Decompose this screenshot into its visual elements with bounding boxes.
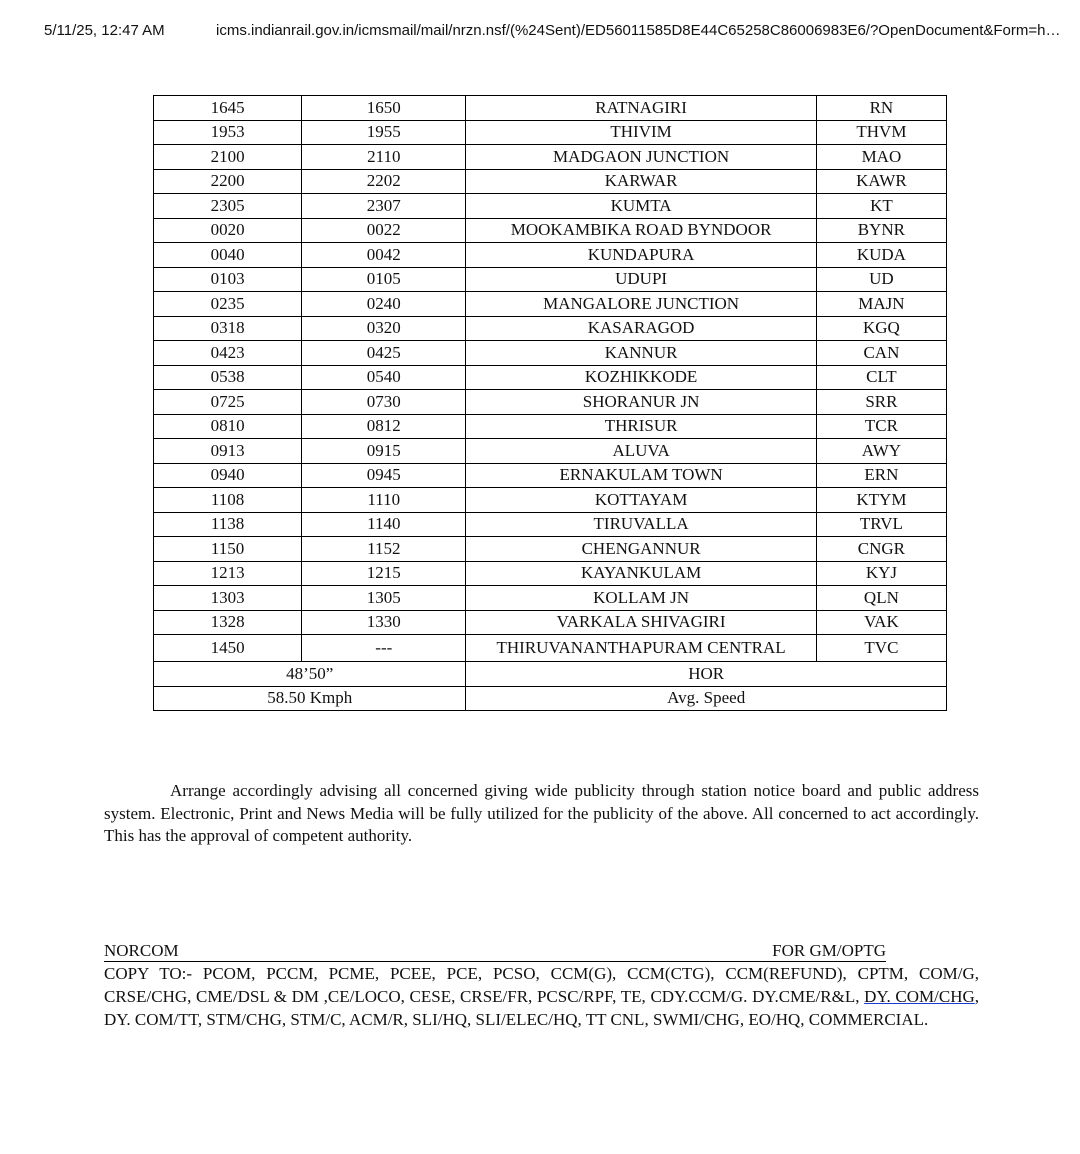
cell-dep: 0812 bbox=[302, 414, 466, 439]
cell-dep: 0730 bbox=[302, 390, 466, 415]
cell-dep: 0320 bbox=[302, 316, 466, 341]
table-row bbox=[154, 316, 947, 341]
cell-code: KTYM bbox=[816, 488, 946, 513]
cell-code: QLN bbox=[816, 586, 946, 611]
cell-arr: 1108 bbox=[154, 488, 302, 513]
cell-station: KAYANKULAM bbox=[466, 561, 816, 586]
cell-code: MAJN bbox=[816, 292, 946, 317]
signature-line bbox=[104, 939, 886, 962]
table-row bbox=[154, 635, 947, 662]
cell-dep: 1650 bbox=[302, 96, 466, 121]
cell-code: ERN bbox=[816, 463, 946, 488]
cell-dep: --- bbox=[302, 635, 466, 662]
cell-dep: 2202 bbox=[302, 169, 466, 194]
summary-value: 58.50 Kmph bbox=[154, 686, 466, 711]
cell-arr: 0538 bbox=[154, 365, 302, 390]
cell-station: RATNAGIRI bbox=[466, 96, 816, 121]
cell-station: MOOKAMBIKA ROAD BYNDOOR bbox=[466, 218, 816, 243]
cell-dep: 1152 bbox=[302, 537, 466, 562]
summary-row bbox=[154, 662, 947, 687]
cell-dep: 1110 bbox=[302, 488, 466, 513]
cell-arr: 1645 bbox=[154, 96, 302, 121]
cell-code: TCR bbox=[816, 414, 946, 439]
cell-arr: 0810 bbox=[154, 414, 302, 439]
summary-value: 48’50” bbox=[154, 662, 466, 687]
table-row bbox=[154, 390, 947, 415]
cell-dep: 1140 bbox=[302, 512, 466, 537]
table-row bbox=[154, 463, 947, 488]
copy-to-text-1: COPY TO:- PCOM, PCCM, PCME, PCEE, PCE, PCSO, CCM(G), CCM(CTG), CCM(REFUND), CPTM, COM/G, CRSE/CHG, CME/DSL & DM ,CE/LOCO, CESE, CRSE/FR, PCSC/RPF, TE, CDY.CCM/G. DY.CME/R&L, bbox=[104, 964, 979, 1006]
cell-arr: 1138 bbox=[154, 512, 302, 537]
table-row bbox=[154, 488, 947, 513]
cell-dep: 0240 bbox=[302, 292, 466, 317]
cell-code: KYJ bbox=[816, 561, 946, 586]
cell-code: KUDA bbox=[816, 243, 946, 268]
table-row bbox=[154, 365, 947, 390]
timetable bbox=[153, 95, 947, 711]
cell-arr: 1213 bbox=[154, 561, 302, 586]
cell-dep: 2307 bbox=[302, 194, 466, 219]
footer bbox=[104, 939, 979, 1031]
cell-code: TRVL bbox=[816, 512, 946, 537]
table-row bbox=[154, 243, 947, 268]
cell-arr: 0020 bbox=[154, 218, 302, 243]
table-row bbox=[154, 414, 947, 439]
cell-arr: 0040 bbox=[154, 243, 302, 268]
cell-code: UD bbox=[816, 267, 946, 292]
sender: NORCOM bbox=[104, 941, 179, 960]
cell-station: KARWAR bbox=[466, 169, 816, 194]
table-row bbox=[154, 610, 947, 635]
table-row bbox=[154, 267, 947, 292]
cell-code: MAO bbox=[816, 145, 946, 170]
cell-station: KANNUR bbox=[466, 341, 816, 366]
summary-row bbox=[154, 686, 947, 711]
cell-code: CAN bbox=[816, 341, 946, 366]
cell-dep: 0425 bbox=[302, 341, 466, 366]
cell-code: BYNR bbox=[816, 218, 946, 243]
cell-arr: 0423 bbox=[154, 341, 302, 366]
cell-code: KGQ bbox=[816, 316, 946, 341]
cell-arr: 1150 bbox=[154, 537, 302, 562]
signatory: FOR GM/OPTG bbox=[772, 941, 886, 960]
body-paragraph: Arrange accordingly advising all concerned giving wide publicity through station notice board and public address system. Electronic, Print and News Media will be fully utilized for the publicity of the above. All concerned to act accordingly. This has the approval of competent authority. bbox=[104, 781, 979, 845]
cell-dep: 0022 bbox=[302, 218, 466, 243]
copy-to-text-2: , DY. COM/TT, STM/CHG, STM/C, ACM/R, SLI/HQ, SLI/ELEC/HQ, TT CNL, SWMI/CHG, EO/HQ, COMMERCIAL. bbox=[104, 987, 979, 1029]
copy-to-list bbox=[104, 962, 979, 1031]
cell-arr: 1303 bbox=[154, 586, 302, 611]
cell-code: SRR bbox=[816, 390, 946, 415]
table-row bbox=[154, 218, 947, 243]
table-row bbox=[154, 439, 947, 464]
table-row bbox=[154, 561, 947, 586]
cell-station: MANGALORE JUNCTION bbox=[466, 292, 816, 317]
cell-code: KT bbox=[816, 194, 946, 219]
cell-station: KUMTA bbox=[466, 194, 816, 219]
cell-dep: 0105 bbox=[302, 267, 466, 292]
cell-station: THIVIM bbox=[466, 120, 816, 145]
cell-code: VAK bbox=[816, 610, 946, 635]
cell-station: KASARAGOD bbox=[466, 316, 816, 341]
cell-station: UDUPI bbox=[466, 267, 816, 292]
cell-code: TVC bbox=[816, 635, 946, 662]
cell-station: TIRUVALLA bbox=[466, 512, 816, 537]
cell-station: THIRUVANANTHAPURAM CENTRAL bbox=[466, 635, 816, 662]
print-date: 5/11/25, 12:47 AM bbox=[44, 22, 165, 39]
cell-arr: 0725 bbox=[154, 390, 302, 415]
cell-dep: 1955 bbox=[302, 120, 466, 145]
timetable-body bbox=[154, 96, 947, 711]
cell-station: THRISUR bbox=[466, 414, 816, 439]
table-row bbox=[154, 120, 947, 145]
table-row bbox=[154, 341, 947, 366]
table-row bbox=[154, 96, 947, 121]
cell-code: KAWR bbox=[816, 169, 946, 194]
cell-code: RN bbox=[816, 96, 946, 121]
print-url: icms.indianrail.gov.in/icmsmail/mail/nrzn.nsf/(%24Sent)/ED56011585D8E44C65258C86006983E6/?OpenDocument&Form=h… bbox=[216, 22, 1061, 39]
cell-code: AWY bbox=[816, 439, 946, 464]
cell-station: ALUVA bbox=[466, 439, 816, 464]
cell-station: ERNAKULAM TOWN bbox=[466, 463, 816, 488]
cell-dep: 0915 bbox=[302, 439, 466, 464]
cell-dep: 0540 bbox=[302, 365, 466, 390]
table-row bbox=[154, 537, 947, 562]
cell-arr: 2305 bbox=[154, 194, 302, 219]
table-row bbox=[154, 169, 947, 194]
cell-arr: 0235 bbox=[154, 292, 302, 317]
cell-arr: 0103 bbox=[154, 267, 302, 292]
table-row bbox=[154, 292, 947, 317]
cell-station: KOZHIKKODE bbox=[466, 365, 816, 390]
summary-label: HOR bbox=[466, 662, 947, 687]
table-row bbox=[154, 194, 947, 219]
cell-station: VARKALA SHIVAGIRI bbox=[466, 610, 816, 635]
table-row bbox=[154, 586, 947, 611]
cell-code: THVM bbox=[816, 120, 946, 145]
copy-to-link[interactable]: DY. COM/CHG bbox=[864, 987, 975, 1006]
cell-code: CLT bbox=[816, 365, 946, 390]
table-row bbox=[154, 145, 947, 170]
print-header bbox=[0, 22, 1080, 44]
cell-dep: 1215 bbox=[302, 561, 466, 586]
cell-dep: 2110 bbox=[302, 145, 466, 170]
cell-arr: 1328 bbox=[154, 610, 302, 635]
cell-arr: 1450 bbox=[154, 635, 302, 662]
cell-arr: 0318 bbox=[154, 316, 302, 341]
table-row bbox=[154, 512, 947, 537]
cell-dep: 0945 bbox=[302, 463, 466, 488]
cell-arr: 0940 bbox=[154, 463, 302, 488]
cell-arr: 0913 bbox=[154, 439, 302, 464]
cell-station: SHORANUR JN bbox=[466, 390, 816, 415]
cell-code: CNGR bbox=[816, 537, 946, 562]
cell-arr: 2200 bbox=[154, 169, 302, 194]
cell-arr: 2100 bbox=[154, 145, 302, 170]
cell-station: KUNDAPURA bbox=[466, 243, 816, 268]
cell-dep: 1330 bbox=[302, 610, 466, 635]
cell-station: KOTTAYAM bbox=[466, 488, 816, 513]
cell-station: MADGAON JUNCTION bbox=[466, 145, 816, 170]
summary-label: Avg. Speed bbox=[466, 686, 947, 711]
cell-dep: 0042 bbox=[302, 243, 466, 268]
cell-arr: 1953 bbox=[154, 120, 302, 145]
cell-station: CHENGANNUR bbox=[466, 537, 816, 562]
cell-dep: 1305 bbox=[302, 586, 466, 611]
cell-station: KOLLAM JN bbox=[466, 586, 816, 611]
